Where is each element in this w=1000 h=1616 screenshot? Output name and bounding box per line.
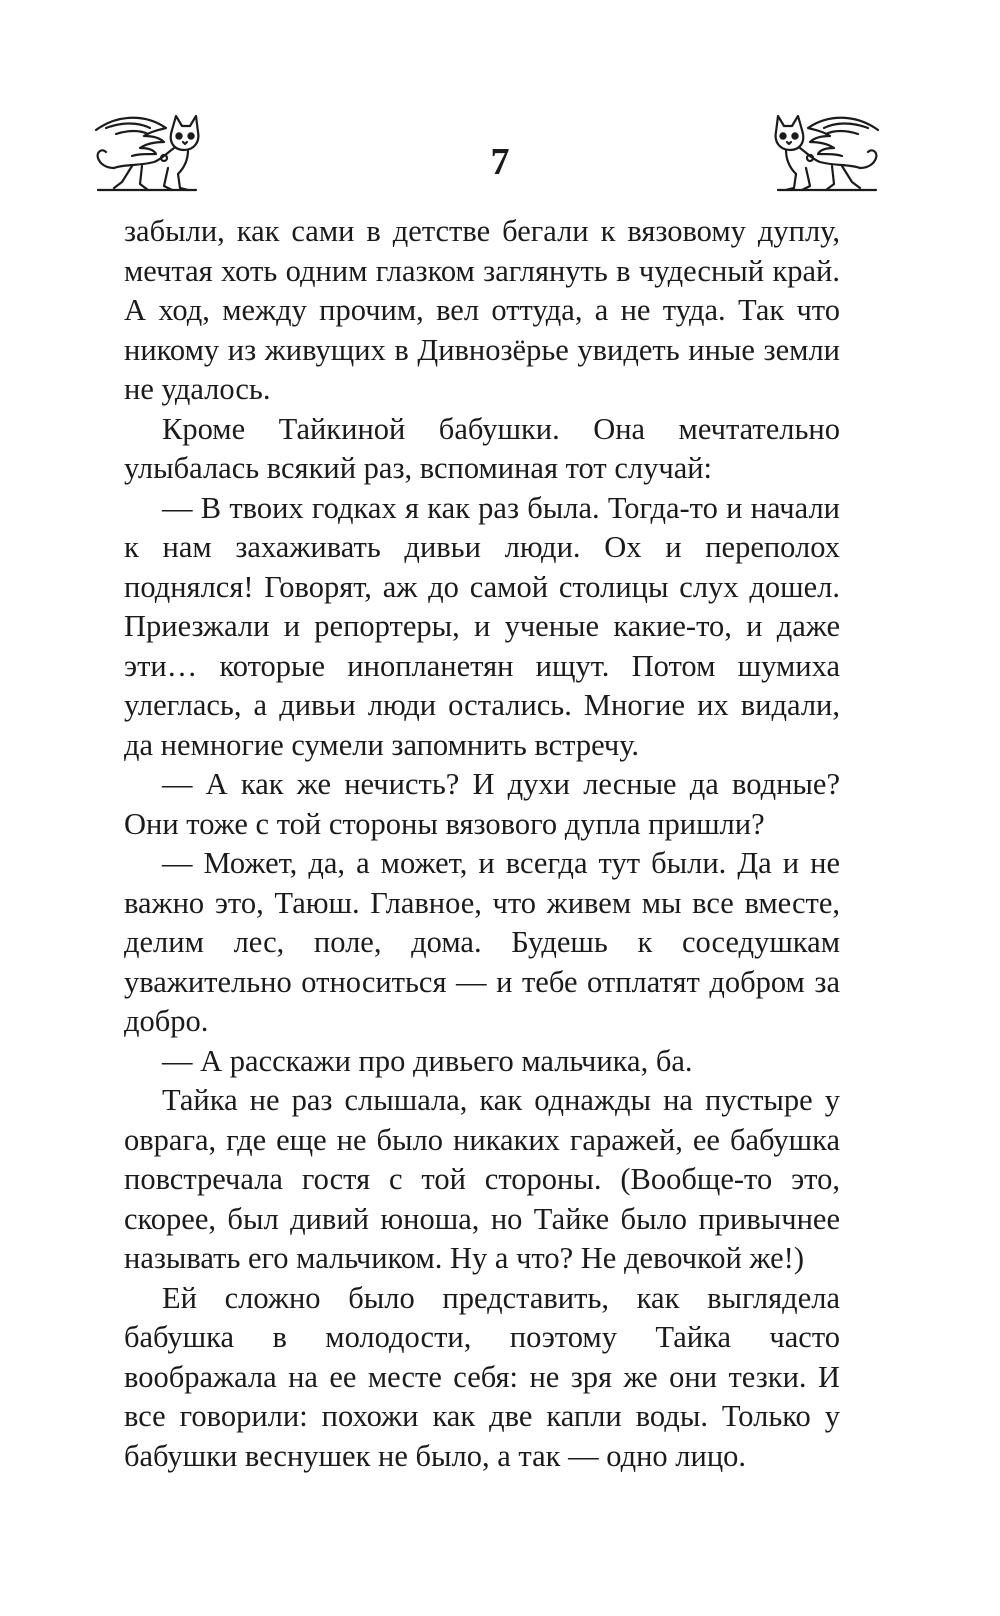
paragraph: забыли, как сами в детстве бегали к вязовому дуплу, мечтая хоть одним глазком заглянуть в чудесный край. А ход, между прочим, вел оттуда, а не туда. Так что никому из живущих в Дивнозёрье увидеть иные земли не удалось. xyxy=(124,214,840,406)
dialogue-paragraph: — Может, да, а может, и всегда тут были. Да и не важно это, Таюш. Главное, что живем мы все вместе, делим лес, поле, дома. Будешь к соседушкам уважительно относиться — и тебе отплатят добром за добро. xyxy=(124,846,840,1038)
paragraph: Тайка не раз слышала, как однажды на пустыре у оврага, где еще не было никаких гаражей, ее бабушка повстречала гостя с той стороны. (Вообще-то это, скорее, был дивий юноша, но Тайке было привычнее называть его мальчиком. Ну а что? Не девочкой же!) xyxy=(124,1083,840,1275)
dialogue-paragraph: — А как же нечисть? И духи лесные да водные? Они тоже с той стороны вязового дупла пришли? xyxy=(124,767,840,841)
dialogue-paragraph: — А расскажи про дивьего мальчика, ба. xyxy=(162,1043,693,1078)
body-text xyxy=(124,212,840,1476)
paragraph: Ей сложно было представить, как выглядела бабушка в молодости, поэтому Тайка часто воображала на ее месте себя: не зря же они тезки. И все говорили: похожи как две капли воды. Только у бабушки веснушек не было, а так — одно лицо. xyxy=(124,1280,840,1473)
winged-cat-icon xyxy=(768,108,886,198)
paragraph: Кроме Тайкиной бабушки. Она мечтательно улыбалась всякий раз, вспоминая тот случай: xyxy=(124,411,840,485)
dialogue-paragraph: — В твоих годках я как раз была. Тогда-то и начали к нам захаживать дивьи люди. Ох и переполох поднялся! Говорят, аж до самой столицы слух дошел. Приезжали и репортеры, и ученые какие-то, и даже эти… которые инопланетян ищут. Потом шумиха улеглась, а дивьи люди остались. Многие их видали, да немногие сумели запомнить встречу. xyxy=(124,490,840,762)
page-header xyxy=(0,0,1000,210)
page-number: 7 xyxy=(490,141,510,183)
